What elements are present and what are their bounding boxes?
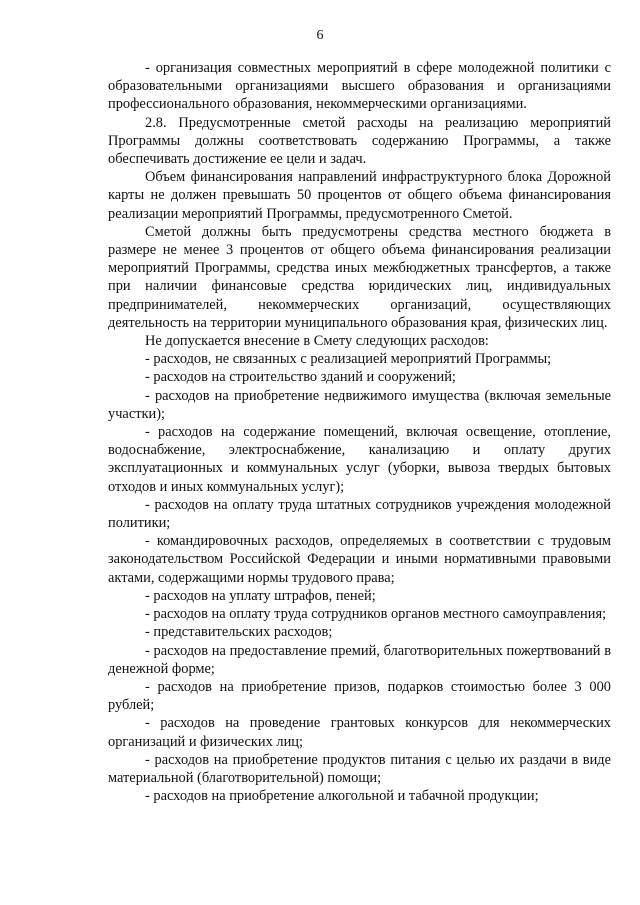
list-item: - расходов на приобретение призов, подарков стоимостью более 3 000 рублей; (108, 678, 611, 714)
list-item: - расходов на уплату штрафов, пеней; (145, 587, 376, 604)
page-number: 6 (316, 28, 324, 43)
list-item: - расходов на приобретение алкогольной и табачной продукции; (145, 788, 539, 805)
document-body (108, 59, 611, 805)
paragraph-2-8-expenses: 2.8. Предусмотренные сметой расходы на реализацию мероприятий Программы должны соответствовать содержанию Программы, а также обеспечивать достижение ее цели и задач. (108, 114, 611, 168)
paragraph-funding-limit: Объем финансирования направлений инфраструктурного блока Дорожной карты не должен превышать 50 процентов от общего объема финансирования реализации мероприятий Программы, предусмотренного Сметой. (108, 169, 611, 222)
list-item: - расходов на приобретение продуктов питания с целью их раздачи в виде материальной (благотворительной) помощи; (108, 751, 611, 786)
list-item: - расходов на проведение грантовых конкурсов для некоммерческих организаций и физических лиц; (108, 715, 611, 750)
list-item: - расходов на оплату труда штатных сотрудников учреждения молодежной политики; (108, 496, 611, 532)
list-item: - расходов на строительство зданий и сооружений; (145, 369, 456, 386)
list-item: - командировочных расходов, определяемых в соответствии с трудовым законодательством Российской Федерации и иными нормативными правовыми актами, содержащими нормы трудового права; (108, 533, 611, 586)
list-item: - расходов, не связанных с реализацией мероприятий Программы; (145, 351, 552, 368)
list-item: - расходов на содержание помещений, включая освещение, отопление, водоснабжение, электроснабжение, канализацию и оплату других эксплуатационных и коммунальных услуг (уборки, вывоза твердых бытовых отходов и иных коммунальных услуг); (108, 424, 611, 495)
paragraph-joint-events: - организация совместных мероприятий в сфере молодежной политики с образовательными организациями высшего образования и организациями профессионального образования, некоммерческими организациями. (108, 60, 611, 113)
paragraph-local-budget: Сметой должны быть предусмотрены средства местного бюджета в размере не менее 3 процентов от общего объема финансирования реализации мероприятий Программы, средства иных межбюджетных трансфертов, а также при наличии финансовые средства юридических лиц, индивидуальных предпринимателей, некоммерческих организаций, осуществляющих деятельность на территории муниципального образования края, физических лиц. (108, 223, 611, 331)
list-item: - представительских расходов; (145, 624, 333, 641)
list-item: - расходов на приобретение недвижимого имущества (включая земельные участки); (108, 387, 611, 422)
list-item: - расходов на предоставление премий, благотворительных пожертвований в денежной форме; (108, 642, 611, 677)
list-item: - расходов на оплату труда сотрудников органов местного самоуправления; (145, 606, 607, 623)
paragraph-prohibited-intro: Не допускается внесение в Смету следующих расходов: (145, 333, 489, 350)
